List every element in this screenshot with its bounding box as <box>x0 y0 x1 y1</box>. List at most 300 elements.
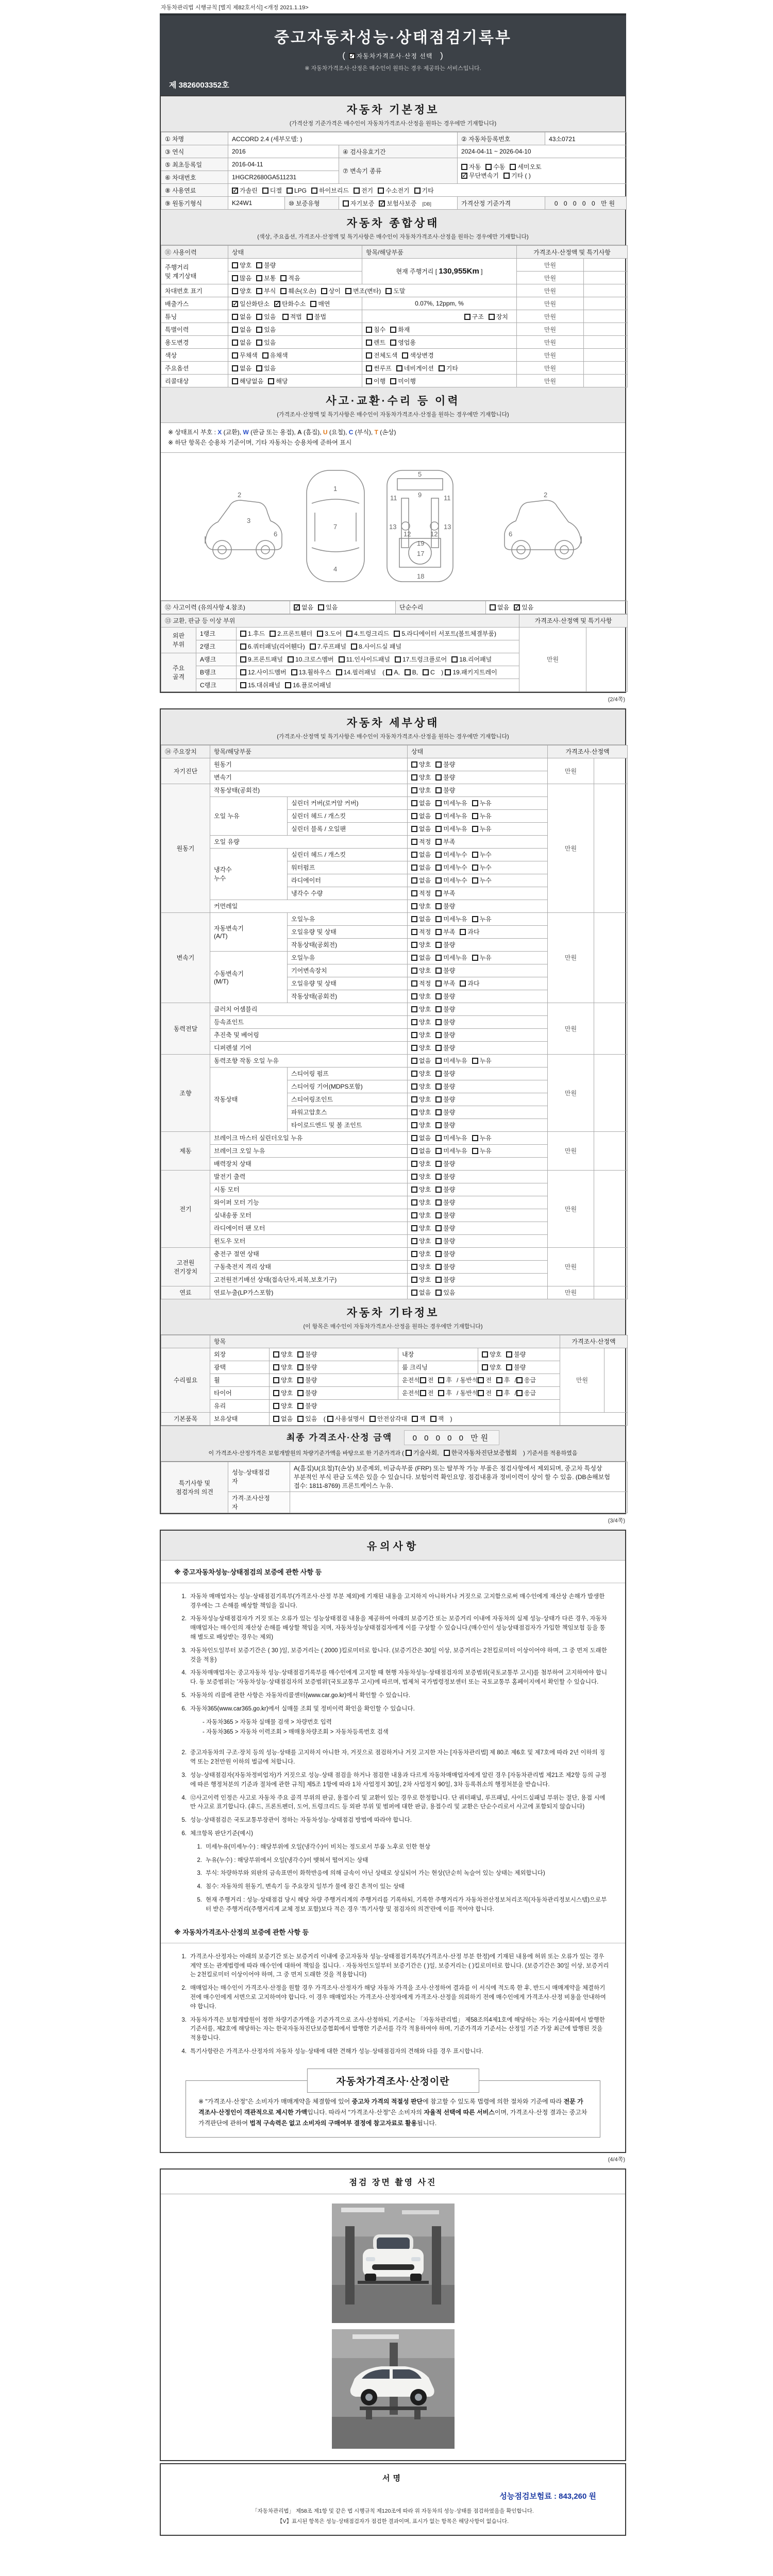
checkbox-5.라디에이터 서포트(볼트체결부품)[interactable] <box>394 631 400 637</box>
checkbox-label: 적법 <box>290 313 302 320</box>
checkbox-양호[interactable] <box>482 1351 488 1358</box>
checkbox-기타[interactable] <box>439 365 445 371</box>
checkbox-적정[interactable] <box>411 839 417 845</box>
option <box>327 1415 365 1422</box>
checkbox-label: 많음 <box>240 274 252 282</box>
checkbox-세미오토[interactable] <box>510 164 516 170</box>
checkbox-응급[interactable] <box>516 1390 523 1396</box>
checkbox-사용설명서[interactable] <box>327 1416 333 1422</box>
checkbox-무채색[interactable] <box>232 352 238 359</box>
checkbox-후[interactable] <box>438 1377 444 1383</box>
checkbox-양호[interactable] <box>411 1122 417 1128</box>
checkbox-양호[interactable] <box>411 1161 417 1167</box>
notice-list-1 <box>161 1583 625 1740</box>
checkbox-훼손(오손)[interactable] <box>280 288 287 294</box>
checkbox-A,[interactable] <box>386 669 392 675</box>
checkbox-불량[interactable] <box>435 968 442 974</box>
checkbox-미세누유[interactable] <box>435 1148 442 1154</box>
checkbox-양호[interactable] <box>411 1277 417 1283</box>
checkbox-과다[interactable] <box>460 980 466 987</box>
checkbox-부족[interactable] <box>435 980 442 987</box>
checkbox-11.인사이드패널[interactable] <box>339 656 345 663</box>
checkbox-없음[interactable] <box>411 865 417 871</box>
checkbox-불량[interactable] <box>297 1390 304 1396</box>
checkbox-없음[interactable] <box>411 1058 417 1064</box>
checkbox-영업용[interactable] <box>390 340 396 346</box>
checkbox-16.플로어패널[interactable] <box>285 682 291 688</box>
checkbox-불량[interactable] <box>435 1238 442 1244</box>
checkbox-B,[interactable] <box>405 669 411 675</box>
cell <box>478 1361 560 1374</box>
checkbox-4.트렁크리드[interactable] <box>346 631 352 637</box>
checkbox-양호[interactable] <box>411 1238 417 1244</box>
checkbox-장치[interactable] <box>489 314 495 320</box>
inspector-opinion-table <box>161 1462 625 1513</box>
checkbox-불량[interactable] <box>435 1264 442 1270</box>
checkbox-미세누수[interactable] <box>435 865 442 871</box>
checkbox-불량[interactable] <box>435 1096 442 1103</box>
checkbox-탄화수소[interactable] <box>274 301 280 307</box>
checkbox-디젤[interactable] <box>262 188 268 194</box>
checkbox-불량[interactable] <box>435 1032 442 1038</box>
checkbox-자동차가격조사·산정 선택[interactable] <box>349 53 355 59</box>
checkbox-전[interactable] <box>420 1390 426 1396</box>
checkbox-적정[interactable] <box>411 890 417 896</box>
checkbox-17.트렁크플로어[interactable] <box>395 656 401 663</box>
checkbox-누유[interactable] <box>472 826 478 832</box>
checkbox-label: 도말 <box>393 287 406 295</box>
checkbox-없음[interactable] <box>411 955 417 961</box>
checkbox-label: 양호 <box>281 1351 293 1359</box>
checkbox-누유[interactable] <box>472 813 478 819</box>
checkbox-보험사보증[interactable] <box>379 200 385 207</box>
checkbox-누수[interactable] <box>472 852 478 858</box>
checkbox-없음[interactable] <box>232 314 238 320</box>
checkbox-양호[interactable] <box>411 1071 417 1077</box>
cell <box>408 1131 548 1144</box>
checkbox-화재[interactable] <box>390 327 396 333</box>
checkbox-미세누수[interactable] <box>435 852 442 858</box>
checkbox-미세누유[interactable] <box>435 826 442 832</box>
checkbox-불량[interactable] <box>435 774 442 781</box>
checkbox-불량[interactable] <box>297 1403 304 1409</box>
checkbox-부족[interactable] <box>435 839 442 845</box>
checkbox-없음[interactable] <box>411 852 417 858</box>
checkbox-양호[interactable] <box>411 1199 417 1206</box>
checkbox-누유[interactable] <box>472 1058 478 1064</box>
checkbox-가솔린[interactable] <box>232 188 238 194</box>
option <box>411 1160 431 1167</box>
checkbox-없음[interactable] <box>232 340 238 346</box>
checkbox-양호[interactable] <box>411 1006 417 1012</box>
checkbox-label: 19.패키지트레이 <box>452 669 497 676</box>
checkbox-label: 없음 <box>419 954 431 962</box>
checkbox-불법[interactable] <box>307 314 313 320</box>
checkbox-불량[interactable] <box>435 1251 442 1257</box>
checkbox-불량[interactable] <box>297 1351 304 1358</box>
checkbox-불량[interactable] <box>506 1364 512 1370</box>
checkbox-기술사회,[interactable] <box>406 1450 412 1456</box>
checkbox-해당[interactable] <box>268 378 274 384</box>
option <box>297 1415 317 1422</box>
checkbox-불량[interactable] <box>435 1199 442 1206</box>
checkbox-보통[interactable] <box>256 275 262 281</box>
checkbox-양호[interactable] <box>411 903 417 909</box>
checkbox-양호[interactable] <box>411 1032 417 1038</box>
checkbox-적음[interactable] <box>280 275 287 281</box>
checkbox-불량[interactable] <box>435 1225 442 1231</box>
checkbox-LPG[interactable] <box>287 188 293 194</box>
checkbox-9.프론트패널[interactable] <box>240 656 246 663</box>
checkbox-8.사이드실 패널[interactable] <box>351 643 357 650</box>
checkbox-label: 불량 <box>264 261 276 269</box>
checkbox-누유[interactable] <box>472 916 478 922</box>
plate-number: 43소0721 <box>545 132 627 145</box>
checkbox-13.휠하우스[interactable] <box>291 669 297 675</box>
checkbox-label: 양호 <box>419 941 431 949</box>
checkbox-하이브리드[interactable] <box>311 188 317 194</box>
checkbox-없음[interactable] <box>411 813 417 819</box>
checkbox-도말[interactable] <box>385 288 392 294</box>
checkbox-기타[interactable] <box>414 188 421 194</box>
checkbox-미세누유[interactable] <box>435 955 442 961</box>
checkbox-기타 ( )[interactable] <box>503 173 510 179</box>
checkbox-label: 양호 <box>419 993 431 1001</box>
option <box>435 967 455 974</box>
text: 자율적 선택에 따른 서비스 <box>424 2108 495 2116</box>
checkbox-미세누유[interactable] <box>435 916 442 922</box>
checkbox-없음[interactable] <box>490 604 496 611</box>
checkbox-있음[interactable] <box>256 314 262 320</box>
checkbox-label: 적음 <box>288 274 300 282</box>
checkbox-label: 불량 <box>443 1160 456 1168</box>
checkbox-변조(변타)[interactable] <box>345 288 351 294</box>
cell <box>408 1118 548 1131</box>
checkbox-해당없음[interactable] <box>232 378 238 384</box>
option <box>461 163 481 171</box>
checkbox-없음[interactable] <box>411 1148 417 1154</box>
checkbox-6.쿼터패널(리어휀다)[interactable] <box>240 643 246 650</box>
text: W <box>243 429 249 436</box>
checkbox-양호[interactable] <box>411 1083 417 1090</box>
checkbox-없음[interactable] <box>411 800 417 806</box>
checkbox-양호[interactable] <box>411 942 417 948</box>
checkbox-양호[interactable] <box>411 1109 417 1115</box>
checkbox-label: 누유 <box>479 812 492 820</box>
checkbox-양호[interactable] <box>273 1390 279 1396</box>
text: ※ 상태표시 부호 : <box>168 429 218 436</box>
checkbox-양호[interactable] <box>273 1403 279 1409</box>
checkbox-상이[interactable] <box>321 288 327 294</box>
photos-wrap <box>161 2194 625 2460</box>
checkbox-부족[interactable] <box>435 929 442 935</box>
checkbox-불량[interactable] <box>435 1277 442 1283</box>
checkbox-없음[interactable] <box>411 877 417 884</box>
checkbox-전[interactable] <box>420 1377 426 1383</box>
checkbox-미세누유[interactable] <box>435 1058 442 1064</box>
checkbox-label: 양호 <box>419 1212 431 1219</box>
checkbox-없음[interactable] <box>411 1290 417 1296</box>
checkbox-불량[interactable] <box>435 1083 442 1090</box>
cell: 동력전달 <box>161 1003 210 1054</box>
cell: ⑫ 사고이력 (유의사항 4.참조) <box>161 601 290 614</box>
checkbox-렌트[interactable] <box>366 340 372 346</box>
option <box>366 339 385 346</box>
option <box>411 1109 431 1116</box>
checkbox-불량[interactable] <box>435 787 442 793</box>
checkbox-수동[interactable] <box>485 164 492 170</box>
notice-item: 5. 자동차의 리콜에 관한 사항은 자동차리콜센터(www.car.go.kr)에서 확인할 수 있습니다. <box>181 1692 410 1699</box>
checkbox-양호[interactable] <box>273 1364 279 1370</box>
checkbox-안전삼각대[interactable] <box>369 1416 376 1422</box>
checkbox-과다[interactable] <box>460 929 466 935</box>
checkbox-label: 구조 <box>472 313 484 320</box>
cell: 외판 부위 <box>161 627 196 653</box>
checkbox-이행[interactable] <box>366 378 372 384</box>
checkbox-양호[interactable] <box>411 968 417 974</box>
checkbox-네비게이션[interactable] <box>396 365 402 371</box>
checkbox-후[interactable] <box>438 1390 444 1396</box>
checkbox-양호[interactable] <box>273 1377 279 1383</box>
checkbox-있음[interactable] <box>256 365 262 371</box>
checkbox-불량[interactable] <box>435 1019 442 1025</box>
checkbox-19.패키지트레이[interactable] <box>445 669 451 675</box>
checkbox-있음[interactable] <box>256 340 262 346</box>
checkbox-양호[interactable] <box>411 1096 417 1103</box>
checkbox-침수[interactable] <box>366 327 372 333</box>
checkbox-미세누유[interactable] <box>435 800 442 806</box>
checkbox-양호[interactable] <box>411 1251 417 1257</box>
checkbox-불량[interactable] <box>435 903 442 909</box>
checkbox-label: 전 <box>485 1377 492 1384</box>
checkbox-없음[interactable] <box>411 1135 417 1141</box>
checkbox-label: 없음 <box>419 825 431 833</box>
checkbox-후[interactable] <box>496 1390 502 1396</box>
checkbox-10.크로스멤버[interactable] <box>288 656 294 663</box>
text: 이며, 가격조사·산정 결과는 중고차 가격판단에 관하여 <box>198 2108 587 2127</box>
checkbox-1.후드[interactable] <box>240 631 246 637</box>
cell <box>362 310 517 323</box>
checkbox-양호[interactable] <box>232 288 238 294</box>
checkbox-양호[interactable] <box>411 1212 417 1218</box>
option <box>411 1006 431 1013</box>
checkbox-불량[interactable] <box>435 1161 442 1167</box>
option <box>435 1031 455 1039</box>
checkbox-불량[interactable] <box>435 1212 442 1218</box>
text: 법적 구속력은 없고 소비자의 구매여부 결정에 참고자료로 활용 <box>249 2119 417 2127</box>
checkbox-적법[interactable] <box>282 314 289 320</box>
cell: 스티어링조인트 <box>288 1093 408 1106</box>
checkbox-양호[interactable] <box>411 787 417 793</box>
checkbox-수소전기[interactable] <box>378 188 384 194</box>
checkbox-전[interactable] <box>478 1390 484 1396</box>
checkbox-label: 불량 <box>443 1019 456 1026</box>
text: ) <box>437 50 444 60</box>
checkbox-양호[interactable] <box>273 1351 279 1358</box>
checkbox-불량[interactable] <box>256 262 262 268</box>
section-title: 사고·교환·수리 등 이력 <box>326 395 460 407</box>
checkbox-없음[interactable] <box>294 604 300 611</box>
checkbox-전[interactable] <box>478 1377 484 1383</box>
checkbox-전기[interactable] <box>354 188 360 194</box>
checkbox-한국자동차진단보증협회[interactable] <box>444 1450 450 1456</box>
checkbox-색상변경[interactable] <box>402 352 408 359</box>
cell: 오일 유량 <box>210 835 408 848</box>
checkbox-없음[interactable] <box>232 327 238 333</box>
checkbox-양호[interactable] <box>411 761 417 768</box>
svg-text:4: 4 <box>333 565 337 573</box>
checkbox-양호[interactable] <box>411 993 417 999</box>
checkbox-구조[interactable] <box>464 314 470 320</box>
svg-text:13: 13 <box>443 522 451 531</box>
checkbox-양호[interactable] <box>411 1187 417 1193</box>
checkbox-label: 4.트렁크리드 <box>354 630 390 638</box>
checkbox-label: 불량 <box>305 1389 317 1397</box>
cell <box>228 336 362 349</box>
checkbox-불량[interactable] <box>435 1187 442 1193</box>
checkbox-양호[interactable] <box>232 262 238 268</box>
option <box>516 1377 536 1384</box>
checkbox-불량[interactable] <box>435 1109 442 1115</box>
checkbox-불량[interactable] <box>297 1377 304 1383</box>
checkbox-없음[interactable] <box>273 1416 279 1422</box>
checkbox-없음[interactable] <box>232 365 238 371</box>
checkbox-유채색[interactable] <box>262 352 268 359</box>
cell: 발전기 출력 <box>210 1170 408 1183</box>
checkbox-적정[interactable] <box>411 980 417 987</box>
checkbox-적정[interactable] <box>411 929 417 935</box>
checkbox-label: 누유 <box>479 800 492 807</box>
checkbox-있음[interactable] <box>256 327 262 333</box>
checkbox-후[interactable] <box>496 1377 502 1383</box>
checkbox-양호[interactable] <box>411 1019 417 1025</box>
checkbox-label: 미이행 <box>398 377 416 385</box>
option <box>232 339 251 346</box>
checkbox-자기보증[interactable] <box>343 200 349 207</box>
cell <box>161 1335 210 1348</box>
checkbox-label: 영업용 <box>398 338 416 346</box>
cell <box>408 822 548 835</box>
option <box>435 812 467 820</box>
cell: 특기사항 및 점검자의 의견 <box>161 1462 228 1513</box>
checkbox-양호[interactable] <box>411 1225 417 1231</box>
checkbox-누수[interactable] <box>472 877 478 884</box>
checkbox-없음[interactable] <box>411 826 417 832</box>
checkbox-썬루프[interactable] <box>366 365 372 371</box>
option <box>435 954 467 961</box>
checkbox-label: 없음 <box>240 338 252 346</box>
checkbox-잭[interactable] <box>430 1416 436 1422</box>
checkbox-양호[interactable] <box>411 1174 417 1180</box>
checkbox-15.대쉬패널[interactable] <box>240 682 246 688</box>
checkbox-label: 미세누수 <box>443 864 467 872</box>
checkbox-불량[interactable] <box>435 1071 442 1077</box>
checkbox-양호[interactable] <box>411 1045 417 1051</box>
checkbox-있음[interactable] <box>514 604 520 611</box>
checkbox-label: 후 <box>446 1377 452 1384</box>
checkbox-누유[interactable] <box>472 1135 478 1141</box>
checkbox-없음[interactable] <box>411 916 417 922</box>
checkbox-불량[interactable] <box>435 942 442 948</box>
checkbox-응급[interactable] <box>516 1377 523 1383</box>
checkbox-label: 불량 <box>443 1186 456 1194</box>
checkbox-14.필러패널[interactable] <box>336 669 342 675</box>
option <box>411 1122 431 1129</box>
checkbox-누유[interactable] <box>472 800 478 806</box>
option <box>411 800 431 807</box>
cell <box>594 758 628 784</box>
checkbox-불량[interactable] <box>297 1364 304 1370</box>
checkbox-잭[interactable] <box>412 1416 418 1422</box>
checkbox-양호[interactable] <box>411 774 417 781</box>
checkbox-부족[interactable] <box>435 890 442 896</box>
cell: 오일유량 및 상태 <box>288 977 408 990</box>
checkbox-미세누유[interactable] <box>435 813 442 819</box>
checkbox-전체도색[interactable] <box>366 352 372 359</box>
checkbox-불량[interactable] <box>506 1351 512 1358</box>
checkbox-있음[interactable] <box>297 1416 304 1422</box>
checkbox-누유[interactable] <box>472 1148 478 1154</box>
checkbox-12.사이드멤버[interactable] <box>240 669 246 675</box>
cell: 윈도우 모터 <box>210 1234 408 1247</box>
checkbox-label: 없음 <box>240 313 252 320</box>
checkbox-불량[interactable] <box>435 1122 442 1128</box>
checkbox-label: 이행 <box>374 377 386 385</box>
vin: 1HGCR2680GA511231 <box>228 171 339 184</box>
checkbox-C[interactable] <box>423 669 429 675</box>
checkbox-2.프론트휀더[interactable] <box>270 631 276 637</box>
option <box>435 1006 455 1013</box>
checkbox-불량[interactable] <box>435 1174 442 1180</box>
checkbox-3.도어[interactable] <box>317 631 323 637</box>
option <box>394 630 496 637</box>
checkbox-부식[interactable] <box>256 288 262 294</box>
checkbox-불량[interactable] <box>435 993 442 999</box>
checkbox-label: 양호 <box>419 1225 431 1232</box>
checkbox-양호[interactable] <box>482 1364 488 1370</box>
checkbox-불량[interactable] <box>435 1006 442 1012</box>
checkbox-label: 있음 <box>264 338 276 346</box>
cell <box>228 323 362 336</box>
text: ) <box>448 1415 452 1423</box>
option <box>336 669 376 676</box>
option <box>472 916 492 923</box>
cell: ⑧ 사용연료 <box>161 184 228 197</box>
checkbox-자동[interactable] <box>461 164 467 170</box>
svg-text:19: 19 <box>416 539 424 547</box>
checkbox-불량[interactable] <box>435 1045 442 1051</box>
option <box>435 1044 455 1052</box>
final-price-title: 최종 가격조사·산정 금액 <box>286 1432 393 1443</box>
checkbox-있음[interactable] <box>435 1290 442 1296</box>
checkbox-무단변속기[interactable] <box>461 173 467 179</box>
checkbox-18.리어패널[interactable] <box>451 656 458 663</box>
checkbox-양호[interactable] <box>411 1264 417 1270</box>
checkbox-많음[interactable] <box>232 275 238 281</box>
checkbox-미세누수[interactable] <box>435 877 442 884</box>
checkbox-누수[interactable] <box>472 865 478 871</box>
checkbox-7.루프패널[interactable] <box>310 643 316 650</box>
checkbox-매연[interactable] <box>310 301 316 307</box>
checkbox-누유[interactable] <box>472 955 478 961</box>
checkbox-label: 없음 <box>419 916 431 923</box>
checkbox-일산화탄소[interactable] <box>232 301 238 307</box>
checkbox-불량[interactable] <box>435 761 442 768</box>
cell <box>408 1080 548 1093</box>
checkbox-미이행[interactable] <box>390 378 396 384</box>
checkbox-있음[interactable] <box>318 604 324 611</box>
checkbox-미세누유[interactable] <box>435 1135 442 1141</box>
